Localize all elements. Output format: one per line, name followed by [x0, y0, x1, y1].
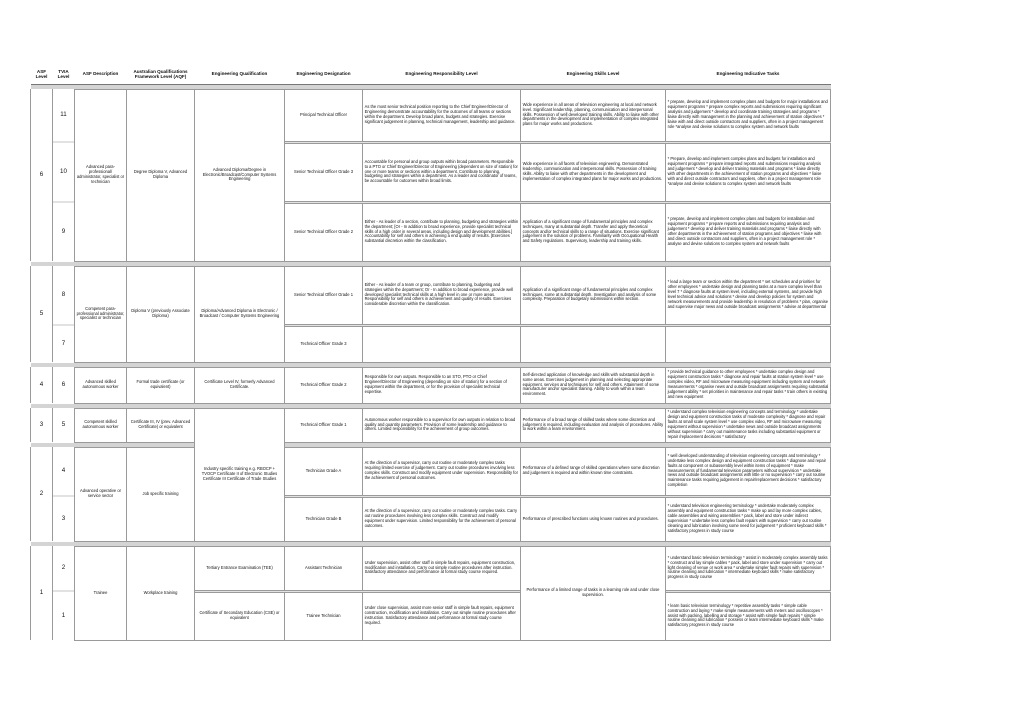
header-row	[31, 65, 831, 84]
header-asf-description: ASF Description	[75, 65, 127, 84]
tvia-level-cell: 4	[61, 466, 66, 474]
skills-cell	[521, 326, 666, 362]
responsibility-cell: Under close supervision, assist more senior staff in simple fault repairs, equipment construction, modification and installation. Carry out simple routine procedures after instruction. Satisfactory attendance and performance at formal study course required.	[363, 592, 521, 640]
asf-description-cell: Competent skilled autonomous worker	[75, 408, 127, 442]
responsibility-cell: Either - As leader of a section, contribute to planning, budgeting and strategies within the department; [Or - In addition to broad experience, provide specialist technical skills of a high order in several areas, including design and development abilities.] Accountability for self and others in achieving a end quality of results. ]Exercises substantial discretion within the classification.	[363, 203, 521, 261]
skills-cell: Wide experience in all areas of television engineering at local and network level. Significant leadership, planning, communication and interpersonal skills. Possession of well developed training skills. Ability to liaise with other departments in the development and implementation of complex integrated plans for major works and productions.	[521, 89, 666, 141]
tvia-level-cell: 7	[61, 339, 66, 347]
designation-cell: Senior Technical Officer Grade 3	[285, 143, 363, 201]
skills-cell: Performance of a broad range of skilled tasks where some discretion and judgement is required, including evaluation and analysis of procedures. Ability to work within a team environment.	[521, 408, 666, 442]
tasks-cell: * well developed understanding of television engineering concepts and terminology * undertake less complex design and equipment construction tasks * diagnose and repair faults at component or subassembly level within items of equipment * make measurements of fundamental television parameters without supervision * undertake news and outside broadcast assignments with little or no supervision * carry out routine maintenance tasks requiring judgement in repair/replacement decisions * satisfactory completion	[666, 447, 831, 495]
classification-table	[30, 65, 831, 641]
qualification-matrix	[30, 65, 830, 641]
tasks-cell: * learn basic television terminology * repetitive assembly tasks * simple cable construction and laying * make simple measurements with meters and oscilloscopes * assist with packing, labelling and storage * assist with simple fault repairs * simple routine cleaning and lubrication * possess or learn intermediate keyboard skills * make satisfactory progress in study course	[666, 592, 831, 640]
designation-cell: Technician Grade B	[285, 497, 363, 541]
tvia-level-cell: 5	[61, 420, 66, 428]
designation-cell: Technician Grade A	[285, 447, 363, 495]
asf-level-cell: 2	[31, 447, 53, 541]
tasks-cell: * understand television engineering terminology * undertake moderately complex assembly and equipment construction tasks * make up and lay more complex cables, cable assemblies and wiring assemblies * pack, label and store under indirect supervision * undertake less complex fault repairs with supervision * carry out routine cleaning and lubrication involving some need for judgement * proficient keyboard skills * satisfactory progress in study course	[666, 497, 831, 541]
header-skills-level: Engineering Skills Level	[521, 65, 666, 84]
table-row	[31, 266, 831, 324]
tvia-level-cell: 10	[60, 167, 67, 175]
table-row	[31, 408, 831, 442]
tasks-cell: * understand complex television engineering concepts and terminology * undertake design and equipment construction tasks of moderate complexity * diagnose and repair faults at small scale system level * use complex video, RF and microwave measuring equipment without supervision * undertake news and outside broadcast assignments without supervision * carry out maintenance tasks including substantial equipment or repair /replacement decisions * satisfactory	[666, 408, 831, 442]
skills-cell: Self-directed application of knowledge and skills with substantial depth in some areas. Exercises judgement in planning and selecting appropriate equipment, services and techniques for self and others. Attainment of some manufacturer and/or specialist training. Ability to work within a team environment.	[521, 367, 666, 403]
tasks-cell: * prepare, develop and implement complex plans and budgets for major installations and equipment programs * prepare complex reports and submissions requiring significant analysis and judgement * develop and coordinate training strategies and programs * liaise directly with management in the planning and achievement of station objectives * liaise with and direct outside contractors and suppliers, often in a project management role *analyse and devise solutions to complex system and network faults	[666, 89, 831, 141]
tvia-level-cell: 6	[61, 380, 66, 388]
responsibility-cell: Autonomous worker responsible to a supervisor for own outputs in relation to broad quality and quantity parameters. Provision of some leadership and guidance to others. Limited responsibility for the achievement of group outcomes.	[363, 408, 521, 442]
tvia-level-cell: 9	[61, 227, 66, 235]
qualification-cell: Advanced Diploma/Degree in Electronic/Broadcast/Computer Systems Engineering	[195, 89, 285, 261]
skills-cell: Application of a significant range of fundamental principles and complex techniques, some at substantial depth. Investigation and analysis of some complexity. Preparation of budgetary submissions within section.	[521, 266, 666, 324]
aqf-cell: Job specific training	[127, 447, 195, 541]
asf-description-cell: Advanced skilled autonomous worker	[75, 367, 127, 403]
designation-cell: Technical Officer Grade 2	[285, 367, 363, 403]
tasks-cell: * Prepare, develop and implement complex plans and budgets for installation and equipment programs * prepare integrated reports and submissions requiring analysis and judgement * develop and deliver training materials and programs * liaise directly with other departments in the achievement of station programs and objectives * liaise with and direct outside contractors and suppliers, often in a project management role *analyse and devise solutions to complex system and network faults	[666, 143, 831, 201]
designation-cell: Trainee Technician	[285, 592, 363, 640]
table-row	[31, 367, 831, 403]
header-indicative-tasks: Engineering Indicative Tasks	[666, 65, 831, 84]
designation-cell: Assistant Technician	[285, 546, 363, 590]
asf-description-cell: Trainee	[75, 546, 127, 640]
table-row	[31, 546, 831, 590]
skills-cell: Performance of prescribed functions using known routines and procedures.	[521, 497, 666, 541]
responsibility-cell: At the direction of a supervisor, carry out routine or moderately complex tasks requiring limited exercise of judgement. Carry out routine procedures involving less complex skills. Construct and modify equipment under supervision. Responsibility for the achievement of personal outcomes.	[363, 447, 521, 495]
designation-cell: Technical Officer Grade 3	[285, 326, 363, 362]
asf-description-cell: Competent para-professional administrator, specialist or technician	[75, 266, 127, 362]
asf-level-cell: 6	[31, 89, 53, 261]
asf-description-cell: Advanced para-professional/ administrator, specialist or technician	[75, 89, 127, 261]
tasks-cell	[666, 326, 831, 362]
asf-level-cell: 5	[31, 266, 53, 362]
qualification-cell: Certificate of Secondary Education (CSE) or equivalent	[195, 592, 285, 640]
aqf-cell: Certificate III, IV (prev. Advanced Certificate) or equivalent	[127, 408, 195, 442]
asf-level-cell: 1	[31, 546, 53, 640]
tvia-level-cell: 2	[61, 563, 66, 571]
header-engineering-designation: Engineering Designation	[285, 65, 363, 84]
asf-level-cell: 3	[31, 408, 53, 442]
skills-cell: Application of a significant range of fundamental principles and complex techniques, many at substantial depth. Transfer and apply theoretical concepts and/or technical skills to a range of situations. Exercise significant judgement in the solution of problems. Familiarity with Occupational Health and Safety regulations. Supervisory, leadership and training skills.	[521, 203, 666, 261]
aqf-cell: Workplace training	[127, 546, 195, 640]
tvia-level-cell: 11	[60, 110, 67, 118]
tvia-level-cell: 8	[61, 290, 66, 298]
header-tvia-level: TVIA Level	[53, 65, 75, 84]
skills-cell: Performance of a limited range of tasks in a learning role and under close supervision.	[521, 546, 666, 640]
responsibility-cell: Under supervision, assist other staff in simple fault repairs, equipment construction, modification and installation. Carry out simple routine procedures after instruction. Satisfactory attendance and performance at formal study course required.	[363, 546, 521, 590]
designation-cell: Senior Technical Officer Grade 2	[285, 203, 363, 261]
aqf-cell: Diploma V (previously Associate Diploma)	[127, 266, 195, 362]
aqf-cell: Formal trade certificate (or equivalent)	[127, 367, 195, 403]
header-responsibility-level: Engineering Responsibility Level	[363, 65, 521, 84]
aqf-cell: Degree Diploma V, Advanced Diploma	[127, 89, 195, 261]
qualification-cell: Certificate Level IV, formerly Advanced Certificate.	[195, 367, 285, 403]
header-engineering-qualification: Engineering Qualification	[195, 65, 285, 84]
tasks-cell: * provide technical guidance to other employees * undertake complex design and equipment construction tasks * diagnose and repair faults at station system level * use complex video, RF and microwave measuring equipment including system and network measurements * organise news and outside broadcast assignments requiring substantial judgement ability * set priorities in maintenance and repair tasks * train others in existing and new equipment	[666, 367, 831, 403]
header-asf-level: ASF Level	[31, 65, 53, 84]
asf-description-cell: Advanced operative or service sector	[75, 447, 127, 541]
designation-cell: Senior Technical Officer Grade 1	[285, 266, 363, 324]
skills-cell: Performance of a defined range of skilled operations where some discretion and judgement is required and within known time constraints.	[521, 447, 666, 495]
tasks-cell: * lead a large team or section within the department * set schedules and priorities for other employees * undertake design and planning tasks at a more complex level than level 7 * diagnose faults at system level, including external systems, and provide high level technical advice and solutions * devise and develop policies for system and network measurements and provide leadership in resolution of problems * plan, organise and supervise major news and outside broadcast assignments * advise at departmental	[666, 266, 831, 324]
designation-cell: Technical Officer Grade 1	[285, 408, 363, 442]
table-row	[31, 89, 831, 141]
qualification-cell: Industry specific training e.g. RBOCP + TVOCP Certificate II of Electronic Studies Certificate III Certificate of Trade Studies	[195, 408, 285, 541]
responsibility-cell: At the direction of a supervisor, carry out routine or moderately complex tasks. Carry out routine procedures involving less complex skills. Construct and modify equipment under supervision. Limited responsibility for the achievement of personal outcomes.	[363, 497, 521, 541]
tvia-level-cell: 1	[61, 611, 66, 619]
tvia-level-cell: 3	[61, 514, 66, 522]
qualification-cell: Diploma/Advanced Diploma in Electronic / Broadcast / Computer Systems Engineering	[195, 266, 285, 362]
table-row	[31, 447, 831, 495]
asf-level-cell: 4	[31, 367, 53, 403]
responsibility-cell	[363, 326, 521, 362]
designation-cell: Principal Technical Officer	[285, 89, 363, 141]
qualification-cell: Tertiary Entrance Examination (TEE)	[195, 546, 285, 590]
responsibility-cell: Accountable for personal and group outputs within broad parameters. Responsible to a PTO or Chief Engineer/Director of Engineering (dependent on size of station) for one or more teams or sections within a department. Contribute to planning, budgeting and strategies within a department. As a leader and coordinator of teams, be accountable for outcomes within broad limits.	[363, 143, 521, 201]
responsibility-cell: Responsible for own outputs. Responsible to an STO, PTO or Chief Engineer/Director of Engineering (depending on size of station) for a section of equipment within the department, or for the provision of specialist technical expertise.	[363, 367, 521, 403]
tasks-cell: * prepare, develop and implement complex plans and budgets for installation and equipment programs * prepare reports and submissions requiring analysis and judgement * develop and deliver training materials and programs * liaise directly with other departments in the achievement of station programs and objectives * liaise with and direct outside contractors and suppliers, often in a project management role * analyse and devise solutions to complex system and network faults	[666, 203, 831, 261]
responsibility-cell: Either - As leader of a team or group, contribute to planning, budgeting and strategies within the department; Or - In addition to broad experience, provide well developed specialist technical skills at a high level in one or more areas. Responsibility for self and others in achievement and quality of results. Exercises considerable discretion within the classification.	[363, 266, 521, 324]
skills-cell: Wide experience in all facets of television engineering. Demonstrated leadership, communication and interpersonal skills. Possession of training skills. Ability to liaise with other departments in the development and implementation of complex integrated plans for major works and productions.	[521, 143, 666, 201]
header-aqf: Australian Qualifications Framework Level (AQF)	[127, 65, 195, 84]
tasks-cell: * understand basic television terminology * assist in moderately complex assembly tasks * construct and lay simple cables * pack, label and store under supervision * carry out light cleaning of venue or work area * undertake simpler fault repairs with supervision * routine cleaning and lubrication * intermediate keyboard skills * make satisfactory progress in study course	[666, 546, 831, 590]
responsibility-cell: As the most senior technical position reporting to the Chief Engineer/Director of Engineering demonstrate accountability for the outcomes of all teams or sections within the department. Develop broad plans, budgets and strategies. Exercise significant judgement in planning, technical management, leadership and guidance.	[363, 89, 521, 141]
